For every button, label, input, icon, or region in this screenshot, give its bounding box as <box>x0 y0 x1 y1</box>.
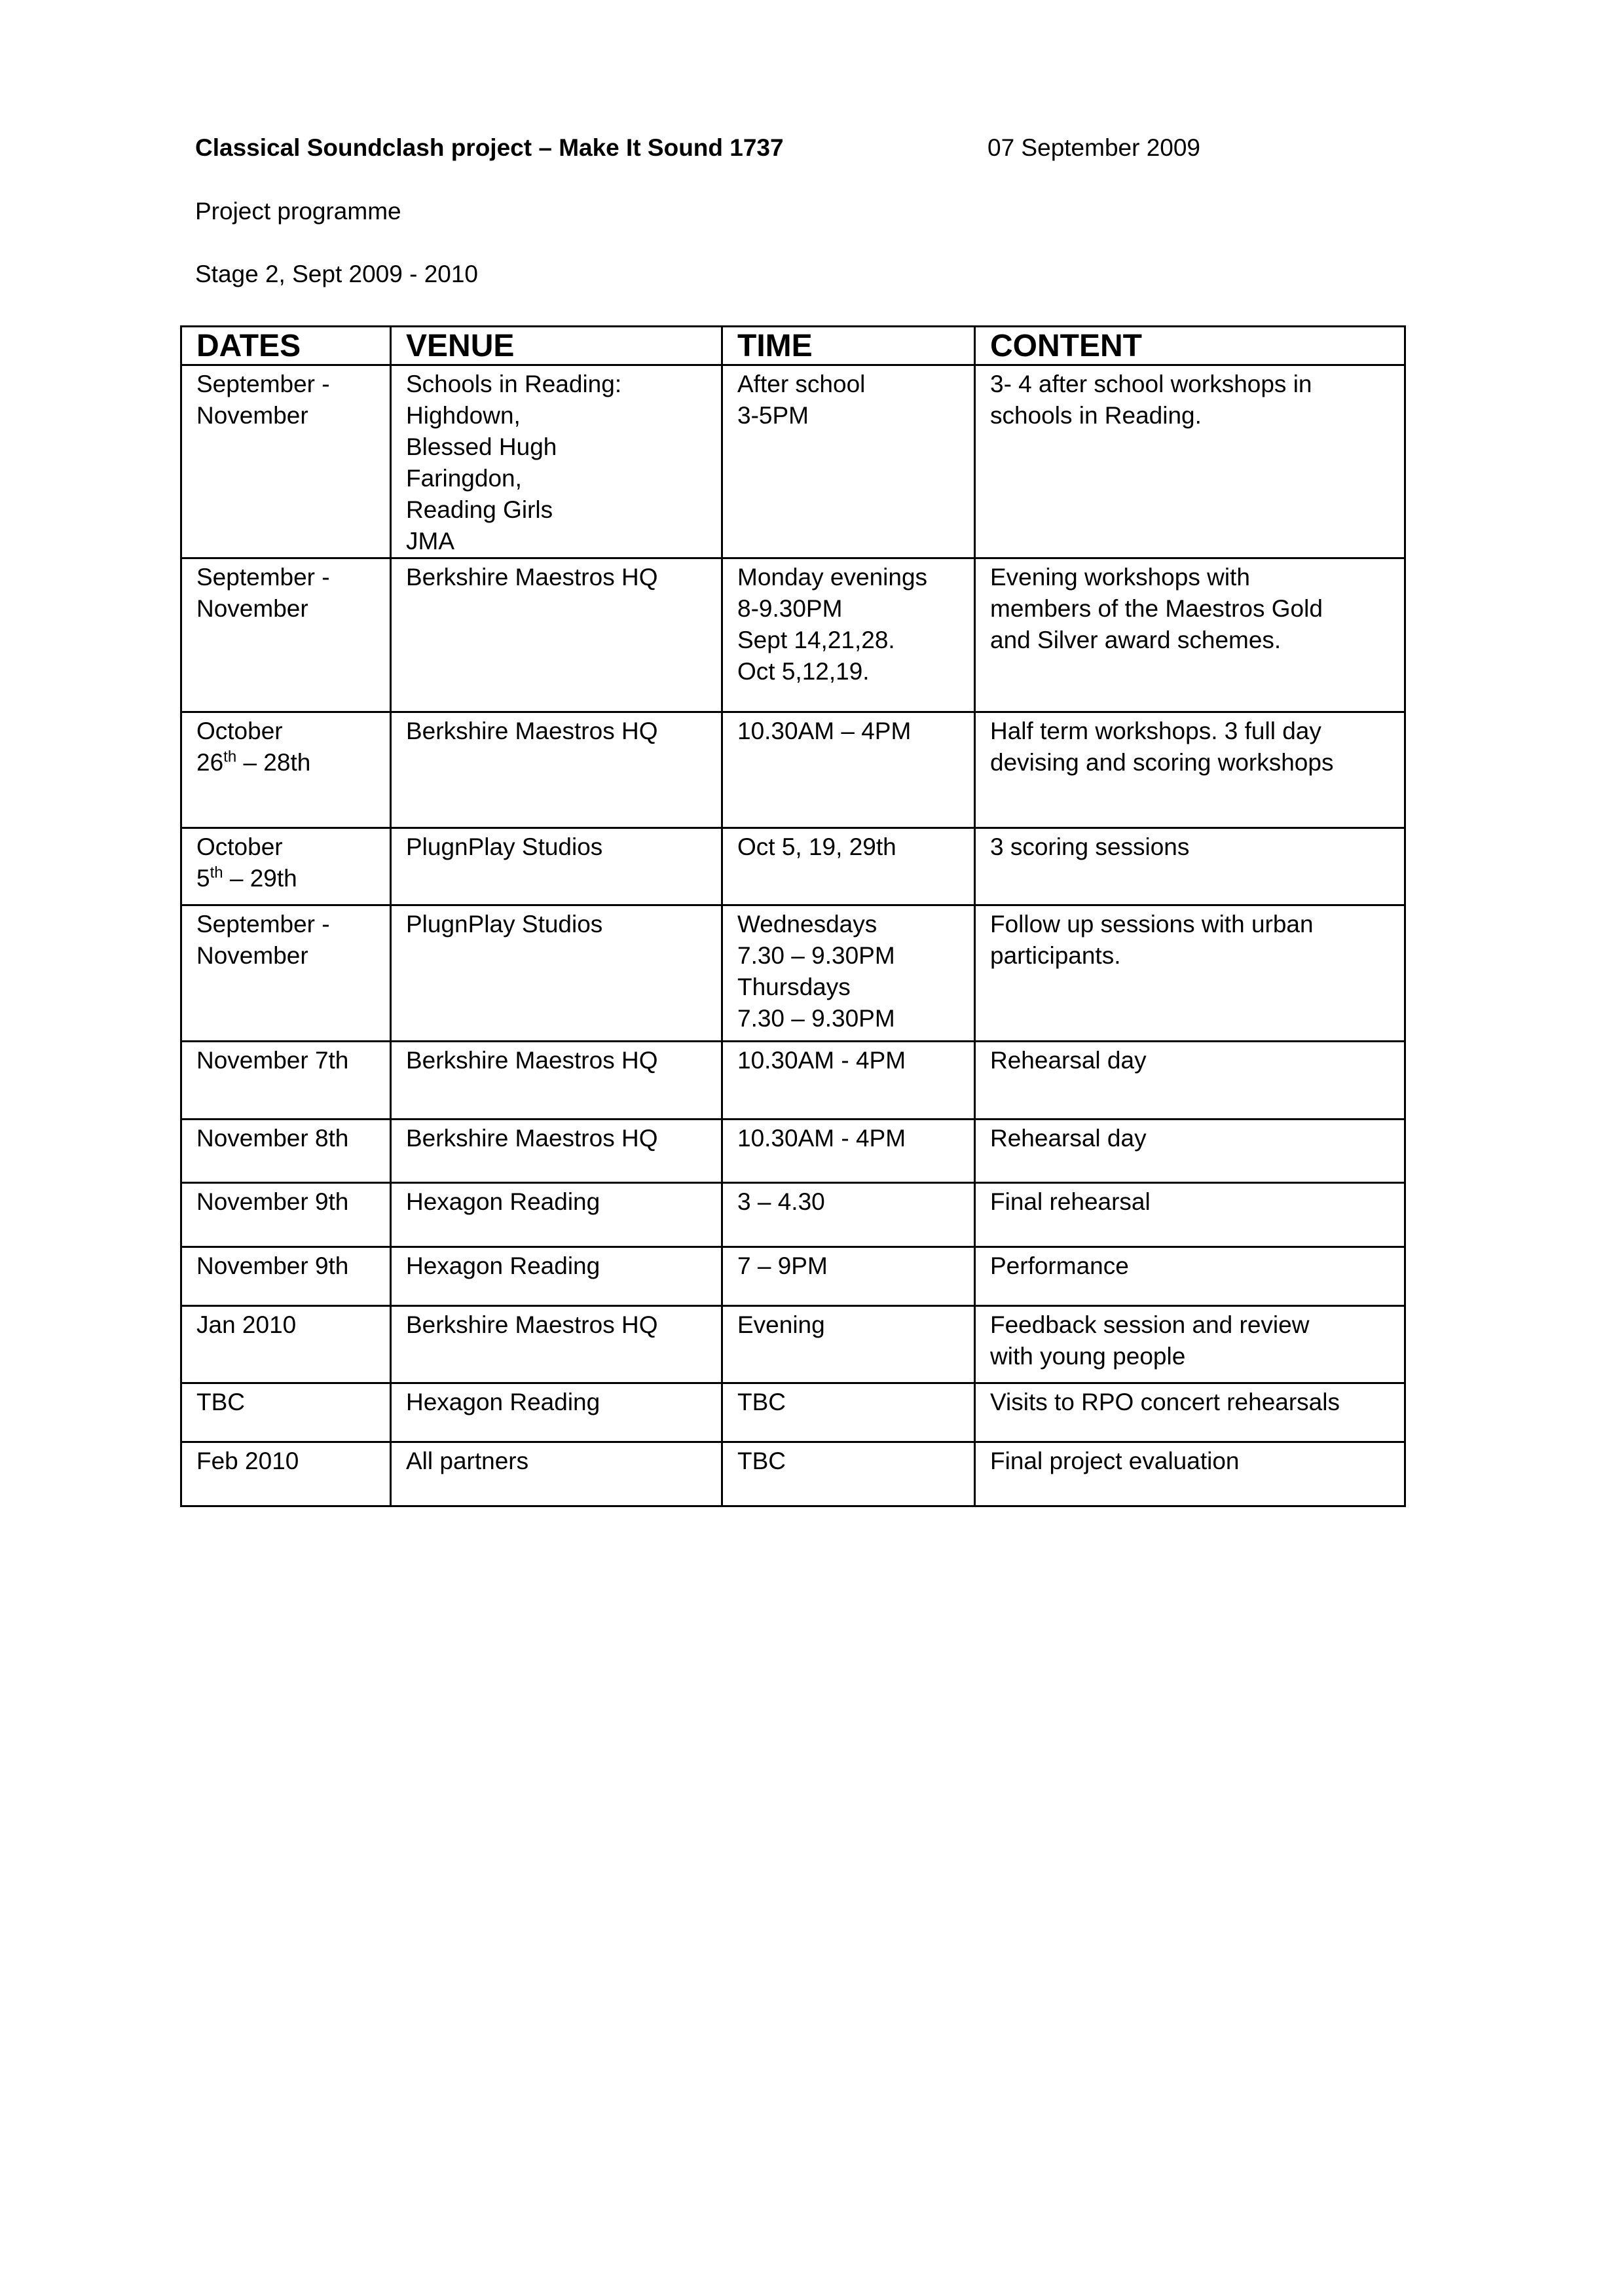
table-cell-venue <box>391 1042 722 1120</box>
cell-line <box>196 747 377 778</box>
table-row <box>181 1383 1405 1442</box>
stage-label: Stage 2, Sept 2009 - 2010 <box>195 261 479 287</box>
table-cell-time <box>722 1247 975 1306</box>
cell-line: All partners <box>406 1448 529 1474</box>
document-title: Classical Soundclash project – Make It Sound 1737 <box>195 134 784 161</box>
table-row <box>181 1042 1405 1120</box>
cell-line: October <box>196 718 283 744</box>
cell-line: TBC <box>737 1448 786 1474</box>
table-cell-dates <box>181 828 391 905</box>
table-cell-time <box>722 558 975 712</box>
cell-line: Performance <box>990 1252 1129 1279</box>
cell-line: Feedback session and review <box>990 1311 1310 1338</box>
cell-line: 3 – 4.30 <box>737 1188 825 1215</box>
cell-line: November <box>196 942 308 969</box>
date-day: 26 <box>196 749 224 776</box>
cell-line: Visits to RPO concert rehearsals <box>990 1389 1340 1415</box>
table-cell-content <box>975 558 1405 712</box>
table-cell-time <box>722 1306 975 1383</box>
table-cell-venue <box>391 712 722 828</box>
cell-line: 7 – 9PM <box>737 1252 828 1279</box>
table-cell-content <box>975 1120 1405 1183</box>
column-header-venue: VENUE <box>391 327 722 365</box>
cell-line: Follow up sessions with urban <box>990 911 1314 938</box>
date-range-end: – 29th <box>223 865 297 892</box>
cell-line: Thursdays <box>737 974 851 1000</box>
cell-line: Berkshire Maestros HQ <box>406 1125 658 1152</box>
cell-line: 10.30AM – 4PM <box>737 718 912 744</box>
table-row <box>181 712 1405 828</box>
date-range-end: – 28th <box>236 749 311 776</box>
table-cell-venue <box>391 828 722 905</box>
cell-line: November <box>196 595 308 622</box>
table-cell-content <box>975 1306 1405 1383</box>
cell-line: 10.30AM - 4PM <box>737 1047 906 1074</box>
cell-line: Highdown, <box>406 402 521 429</box>
table-cell-time <box>722 1120 975 1183</box>
cell-line: 3-5PM <box>737 402 809 429</box>
table-row <box>181 1306 1405 1383</box>
table-cell-time <box>722 1183 975 1247</box>
cell-line: devising and scoring workshops <box>990 749 1334 776</box>
cell-line: TBC <box>737 1389 786 1415</box>
table-cell-content <box>975 1183 1405 1247</box>
table-cell-venue <box>391 905 722 1042</box>
table-cell-venue <box>391 1306 722 1383</box>
cell-line: members of the Maestros Gold <box>990 595 1323 622</box>
cell-line: 10.30AM - 4PM <box>737 1125 906 1152</box>
table-cell-content <box>975 1442 1405 1506</box>
cell-line: Wednesdays <box>737 911 877 938</box>
table-header-row <box>181 327 1405 365</box>
column-header-content: CONTENT <box>975 327 1405 365</box>
table-cell-dates <box>181 1247 391 1306</box>
cell-line: Oct 5, 19, 29th <box>737 833 896 860</box>
table-row <box>181 1183 1405 1247</box>
table-cell-content <box>975 1042 1405 1120</box>
cell-line: Jan 2010 <box>196 1311 297 1338</box>
table-cell-venue <box>391 1247 722 1306</box>
table-cell-dates <box>181 1120 391 1183</box>
cell-line: Monday evenings <box>737 564 928 591</box>
table-row <box>181 1120 1405 1183</box>
table-cell-time <box>722 365 975 558</box>
table-cell-venue <box>391 1183 722 1247</box>
cell-line: 7.30 – 9.30PM <box>737 942 895 969</box>
cell-line <box>196 863 377 894</box>
cell-line: Hexagon Reading <box>406 1389 600 1415</box>
cell-line: Blessed Hugh <box>406 433 557 460</box>
table-cell-dates <box>181 1306 391 1383</box>
table-body <box>181 365 1405 1506</box>
cell-line: Berkshire Maestros HQ <box>406 1311 658 1338</box>
table-cell-time <box>722 1042 975 1120</box>
cell-line: Hexagon Reading <box>406 1252 600 1279</box>
cell-line: PlugnPlay Studios <box>406 911 603 938</box>
cell-line: Rehearsal day <box>990 1047 1147 1074</box>
table-cell-content <box>975 712 1405 828</box>
table-cell-dates <box>181 712 391 828</box>
cell-line: Hexagon Reading <box>406 1188 600 1215</box>
cell-line: JMA <box>406 528 454 555</box>
table-row <box>181 1247 1405 1306</box>
table-cell-dates <box>181 365 391 558</box>
cell-line: Half term workshops. 3 full day <box>990 718 1321 744</box>
cell-line: Final rehearsal <box>990 1188 1151 1215</box>
date-ordinal-suffix: th <box>223 748 237 766</box>
table-cell-venue <box>391 558 722 712</box>
date-ordinal-suffix: th <box>210 864 223 882</box>
table-row <box>181 558 1405 712</box>
cell-line: Evening <box>737 1311 825 1338</box>
table-cell-content <box>975 1247 1405 1306</box>
table-cell-content <box>975 1383 1405 1442</box>
cell-line: and Silver award schemes. <box>990 627 1282 653</box>
table-cell-dates <box>181 1442 391 1506</box>
cell-line: November 9th <box>196 1252 349 1279</box>
table-cell-content <box>975 365 1405 558</box>
table-cell-dates <box>181 1383 391 1442</box>
cell-line: November 8th <box>196 1125 349 1152</box>
cell-line: with young people <box>990 1343 1186 1370</box>
cell-line: 8-9.30PM <box>737 595 843 622</box>
cell-line: Rehearsal day <box>990 1125 1147 1152</box>
table-cell-dates <box>181 1183 391 1247</box>
table-cell-dates <box>181 905 391 1042</box>
cell-line: November <box>196 402 308 429</box>
table-cell-time <box>722 828 975 905</box>
cell-line: Sept 14,21,28. <box>737 627 895 653</box>
cell-line: Reading Girls <box>406 496 553 523</box>
table-cell-content <box>975 828 1405 905</box>
table-cell-dates <box>181 558 391 712</box>
table-cell-time <box>722 712 975 828</box>
date-day: 5 <box>196 865 210 892</box>
programme-table <box>180 325 1406 1507</box>
cell-line: November 7th <box>196 1047 349 1074</box>
cell-line: September - <box>196 911 330 938</box>
cell-line: 7.30 – 9.30PM <box>737 1005 895 1032</box>
cell-line: Final project evaluation <box>990 1448 1240 1474</box>
cell-line: October <box>196 833 283 860</box>
cell-line: Evening workshops with <box>990 564 1250 591</box>
cell-line: November 9th <box>196 1188 349 1215</box>
table-row <box>181 365 1405 558</box>
cell-line: PlugnPlay Studios <box>406 833 603 860</box>
table-row <box>181 1442 1405 1506</box>
document-date: 07 September 2009 <box>987 134 1201 161</box>
cell-line: Berkshire Maestros HQ <box>406 564 658 591</box>
document-subtitle: Project programme <box>195 198 401 225</box>
table-cell-time <box>722 905 975 1042</box>
table-cell-content <box>975 905 1405 1042</box>
table-cell-venue <box>391 365 722 558</box>
cell-line: Feb 2010 <box>196 1448 299 1474</box>
column-header-dates: DATES <box>181 327 391 365</box>
column-header-time: TIME <box>722 327 975 365</box>
table-cell-dates <box>181 1042 391 1120</box>
cell-line: schools in Reading. <box>990 402 1202 429</box>
cell-line: 3- 4 after school workshops in <box>990 371 1312 397</box>
table-cell-venue <box>391 1383 722 1442</box>
cell-line: 3 scoring sessions <box>990 833 1190 860</box>
cell-line: After school <box>737 371 866 397</box>
cell-line: September - <box>196 564 330 591</box>
cell-line: TBC <box>196 1389 245 1415</box>
cell-line: Oct 5,12,19. <box>737 658 870 685</box>
cell-line: participants. <box>990 942 1121 969</box>
table-cell-time <box>722 1383 975 1442</box>
cell-line: Berkshire Maestros HQ <box>406 718 658 744</box>
cell-line: Faringdon, <box>406 465 522 492</box>
cell-line: September - <box>196 371 330 397</box>
cell-line: Schools in Reading: <box>406 371 622 397</box>
table-row <box>181 828 1405 905</box>
table-cell-venue <box>391 1120 722 1183</box>
table-cell-time <box>722 1442 975 1506</box>
table-cell-venue <box>391 1442 722 1506</box>
table-row <box>181 905 1405 1042</box>
cell-line: Berkshire Maestros HQ <box>406 1047 658 1074</box>
